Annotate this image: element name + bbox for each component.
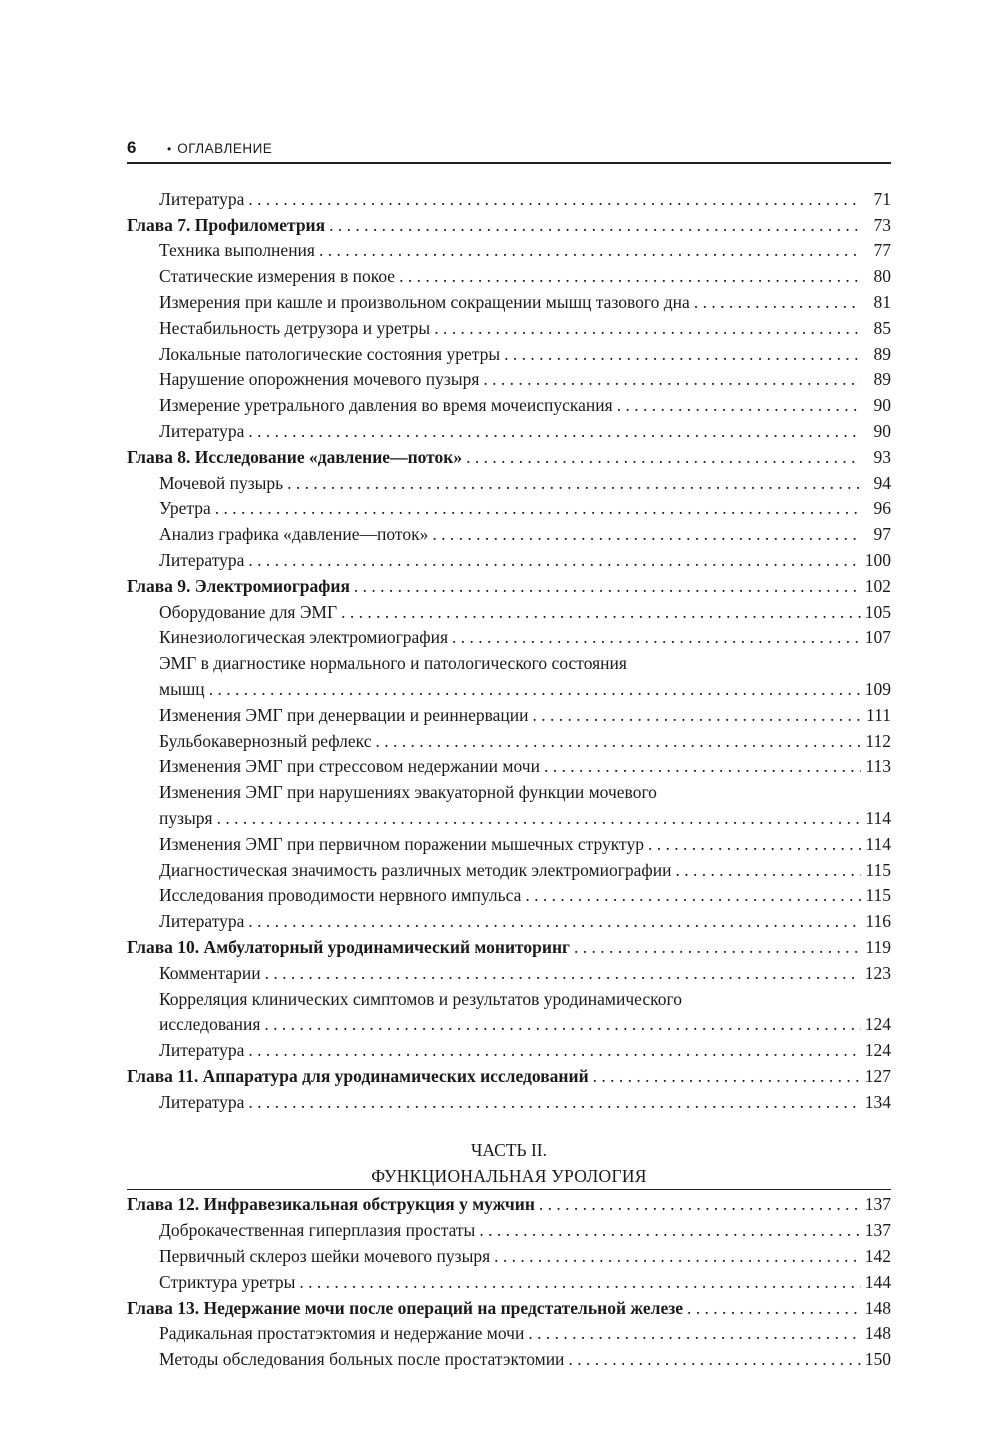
- toc-entry-title: Измерение уретрального давления во время мочеиспускания: [159, 395, 613, 416]
- dot-leader: [287, 472, 861, 494]
- toc-entry-first-line: Изменения ЭМГ при нарушениях эвакуаторной функции мочевого: [159, 782, 657, 803]
- part-title: ФУНКЦИОНАЛЬНАЯ УРОЛОГИЯ: [127, 1163, 891, 1190]
- page: [127, 138, 891, 1370]
- dot-leader: [329, 214, 861, 236]
- toc-entry-title: Первичный склероз шейки мочевого пузыря: [159, 1246, 491, 1267]
- toc-entry-title: Радикальная простатэктомия и недержание мочи: [159, 1323, 525, 1344]
- toc-entry-title: Нестабильность детрузора и уретры: [159, 317, 431, 338]
- toc-chapter-entry[interactable]: [127, 210, 891, 236]
- toc-entry-title: Литература: [159, 549, 245, 570]
- toc-section-entry[interactable]: [127, 1319, 891, 1345]
- toc-entry-title: Глава 10. Амбулаторный уродинамический мониторинг: [127, 936, 570, 957]
- dot-leader: [574, 936, 861, 958]
- toc-entry-page: 107: [864, 627, 891, 648]
- toc-chapter-entry[interactable]: [127, 571, 891, 597]
- toc-entry-title: Литература: [159, 1040, 245, 1061]
- dot-leader: [687, 1297, 861, 1319]
- toc-entry-page: 113: [865, 756, 891, 777]
- toc-entry-page: 142: [864, 1246, 891, 1267]
- toc-entry-title: Диагностическая значимость различных методик электромиографии: [159, 859, 672, 880]
- toc-entry-page: 90: [873, 420, 891, 441]
- toc-entry-title: Анализ графика «давление—поток»: [159, 524, 429, 545]
- toc-entry-page: 96: [873, 498, 891, 519]
- part-heading: [127, 1137, 891, 1190]
- toc-entry-title: Комментарии: [159, 962, 261, 983]
- dot-leader: [483, 368, 861, 390]
- dot-leader: [248, 420, 861, 442]
- toc-entry-first-line: ЭМГ в диагностике нормального и патологического состояния: [159, 653, 627, 674]
- toc-section-entry[interactable]: [127, 803, 891, 829]
- dot-leader: [248, 910, 861, 932]
- toc-entry-title: Локальные патологические состояния уретры: [159, 343, 501, 364]
- toc-entry-page: 127: [864, 1065, 891, 1086]
- toc-entry-page: 100: [864, 549, 891, 570]
- toc-entry-page: 114: [865, 833, 891, 854]
- toc-section-entry[interactable]: [127, 1344, 891, 1370]
- toc-entry-title: Литература: [159, 188, 245, 209]
- dot-leader: [617, 394, 861, 416]
- toc-section-entry[interactable]: [127, 1241, 891, 1267]
- bullet-icon: •: [167, 142, 172, 156]
- toc-section-entry[interactable]: [127, 184, 891, 210]
- dot-leader: [248, 188, 861, 210]
- toc-entry-title: Уретра: [159, 498, 211, 519]
- toc-entry-first-line: Корреляция клинических симптомов и результатов уродинамического: [159, 988, 682, 1009]
- toc-entry-title: Глава 7. Профилометрия: [127, 214, 326, 235]
- toc-entry-page: 115: [865, 859, 891, 880]
- dot-leader: [264, 1013, 860, 1035]
- toc-entry-page: 116: [865, 911, 891, 932]
- toc-entry-title: мышц: [159, 678, 205, 699]
- toc-section-entry[interactable]: [127, 1267, 891, 1293]
- toc-entry-page: 137: [864, 1194, 891, 1215]
- toc-entry-page: 134: [864, 1091, 891, 1112]
- toc-entry-title: Оборудование для ЭМГ: [159, 601, 338, 622]
- toc-section-entry[interactable]: [127, 829, 891, 855]
- toc-entry-page: 93: [873, 446, 891, 467]
- toc-section-entry[interactable]: [127, 468, 891, 494]
- toc-entry-title: Исследования проводимости нервного импульса: [159, 885, 522, 906]
- running-header: [127, 138, 891, 164]
- toc-entry-page: 89: [873, 369, 891, 390]
- toc-entry-title: Литература: [159, 420, 245, 441]
- dot-leader: [376, 730, 861, 752]
- dot-leader: [248, 549, 860, 571]
- dot-leader: [434, 317, 861, 339]
- toc-section-entry[interactable]: [127, 623, 891, 649]
- dot-leader: [648, 833, 861, 855]
- toc-entry-page: 144: [864, 1271, 891, 1292]
- toc-entry-title: пузыря: [159, 807, 213, 828]
- toc-entry-page: 124: [864, 1040, 891, 1061]
- toc-section-entry[interactable]: [127, 519, 891, 545]
- toc-entry-title: Техника выполнения: [159, 240, 315, 261]
- toc-entry-page: 77: [873, 240, 891, 261]
- toc-section-entry[interactable]: [127, 700, 891, 726]
- toc-section-entry[interactable]: [127, 1035, 891, 1061]
- toc-entry-page: 73: [873, 214, 891, 235]
- part-label: ЧАСТЬ II.: [471, 1139, 547, 1160]
- toc-chapter-entry[interactable]: [127, 1190, 891, 1216]
- toc-entry-title: Доброкачественная гиперплазия простаты: [159, 1220, 476, 1241]
- toc-section-entry[interactable]: [127, 726, 891, 752]
- dot-leader: [248, 1091, 860, 1113]
- toc-section-entry[interactable]: [127, 287, 891, 313]
- toc-section-entry[interactable]: [127, 390, 891, 416]
- toc-entry-page: 148: [864, 1297, 891, 1318]
- toc-section-entry[interactable]: [127, 855, 891, 881]
- toc-entry-title: Литература: [159, 1091, 245, 1112]
- toc-entry-title: Изменения ЭМГ при первичном поражении мышечных структур: [159, 833, 644, 854]
- toc-entry-title: Бульбокавернозный рефлекс: [159, 730, 372, 751]
- toc-section-entry[interactable]: [127, 339, 891, 365]
- toc-chapter-entry[interactable]: [127, 442, 891, 468]
- toc-section-entry[interactable]: [127, 906, 891, 932]
- toc-entry-title: Методы обследования больных после простатэктомии: [159, 1349, 565, 1370]
- dot-leader: [694, 291, 861, 313]
- toc-chapter-entry[interactable]: [127, 932, 891, 958]
- dot-leader: [341, 601, 861, 623]
- page-number: 6: [127, 138, 137, 157]
- toc-entry-page: 109: [864, 678, 891, 699]
- dot-leader: [528, 1322, 860, 1344]
- toc-entry-title: Статические измерения в покое: [159, 266, 396, 287]
- toc-part-1: [127, 184, 891, 1113]
- toc-entry-title: Нарушение опорожнения мочевого пузыря: [159, 369, 480, 390]
- dot-leader: [544, 755, 861, 777]
- dot-leader: [504, 343, 861, 365]
- dot-leader: [399, 265, 861, 287]
- dot-leader: [209, 678, 861, 700]
- toc-entry-page: 150: [864, 1349, 891, 1370]
- toc-entry-page: 81: [873, 291, 891, 312]
- toc-entry-page: 114: [865, 807, 891, 828]
- toc-entry-page: 80: [873, 266, 891, 287]
- dot-leader: [432, 523, 861, 545]
- dot-leader: [452, 626, 861, 648]
- toc-entry-title: Кинезиологическая электромиография: [159, 627, 449, 648]
- toc-chapter-entry[interactable]: [127, 1293, 891, 1319]
- toc-section-entry[interactable]: [127, 1215, 891, 1241]
- toc-section-entry[interactable]: [127, 881, 891, 907]
- toc-entry-page: 94: [873, 472, 891, 493]
- toc-entry-page: 97: [873, 524, 891, 545]
- toc-entry-page: 148: [864, 1323, 891, 1344]
- dot-leader: [532, 704, 861, 726]
- toc-entry-title: Глава 12. Инфравезикальная обструкция у мужчин: [127, 1194, 535, 1215]
- dot-leader: [479, 1219, 860, 1241]
- toc-entry-page: 90: [873, 395, 891, 416]
- toc-entry-page: 137: [864, 1220, 891, 1241]
- toc-section-entry[interactable]: [127, 752, 891, 778]
- toc-entry-page: 119: [865, 936, 891, 957]
- toc-entry-title: Изменения ЭМГ при стрессовом недержании мочи: [159, 756, 540, 777]
- toc-chapter-entry[interactable]: [127, 1061, 891, 1087]
- dot-leader: [215, 497, 861, 519]
- toc-entry-page: 89: [873, 343, 891, 364]
- toc-entry-title: исследования: [159, 1014, 261, 1035]
- toc-section-entry[interactable]: [127, 236, 891, 262]
- toc-entry-page: 111: [866, 704, 891, 725]
- toc-section-entry[interactable]: [127, 1087, 891, 1113]
- toc-section-entry[interactable]: [127, 674, 891, 700]
- dot-leader: [265, 962, 861, 984]
- toc-entry-title: Литература: [159, 911, 245, 932]
- toc-section-entry[interactable]: [127, 365, 891, 391]
- toc-entry-title: Мочевой пузырь: [159, 472, 284, 493]
- toc-section-entry[interactable]: [127, 1010, 891, 1036]
- header-title: ОГЛАВЛЕНИЕ: [177, 141, 273, 156]
- toc-section-entry[interactable]: [127, 313, 891, 339]
- toc-entry-page: 71: [873, 188, 891, 209]
- toc-entry-title: Изменения ЭМГ при денервации и реиннервации: [159, 704, 529, 725]
- toc-entry-page: 102: [864, 575, 891, 596]
- toc-entry-title: Глава 11. Аппаратура для уродинамических исследований: [127, 1065, 589, 1086]
- dot-leader: [593, 1065, 861, 1087]
- toc-entry-title: Глава 8. Исследование «давление—поток»: [127, 446, 463, 467]
- toc-section-entry[interactable]: [127, 494, 891, 520]
- toc-entry-page: 105: [864, 601, 891, 622]
- toc-entry-page: 115: [865, 885, 891, 906]
- dot-leader: [248, 1039, 860, 1061]
- dot-leader: [525, 884, 861, 906]
- dot-leader: [217, 807, 861, 829]
- dot-leader: [568, 1348, 860, 1370]
- dot-leader: [539, 1193, 861, 1215]
- toc-section-entry[interactable]: [127, 958, 891, 984]
- dot-leader: [676, 859, 862, 881]
- dot-leader: [319, 239, 861, 261]
- toc-entry-title: Глава 13. Недержание мочи после операций на предстательной железе: [127, 1297, 684, 1318]
- toc-entry-page: 85: [873, 317, 891, 338]
- toc-entry-page: 123: [864, 962, 891, 983]
- dot-leader: [466, 446, 861, 468]
- dot-leader: [299, 1271, 860, 1293]
- toc-entry-page: 112: [865, 730, 891, 751]
- toc-section-entry[interactable]: [127, 261, 891, 287]
- dot-leader: [494, 1245, 861, 1267]
- toc-part-2: [127, 1190, 891, 1371]
- toc-entry-title: Измерения при кашле и произвольном сокращении мышц тазового дна: [159, 291, 690, 312]
- toc-section-entry[interactable]: [127, 545, 891, 571]
- toc-entry-title: Стриктура уретры: [159, 1271, 296, 1292]
- dot-leader: [354, 575, 861, 597]
- toc-entry-title: Глава 9. Электромиография: [127, 575, 350, 596]
- toc-entry-page: 124: [864, 1014, 891, 1035]
- toc-section-entry[interactable]: [127, 597, 891, 623]
- toc-section-entry[interactable]: [127, 416, 891, 442]
